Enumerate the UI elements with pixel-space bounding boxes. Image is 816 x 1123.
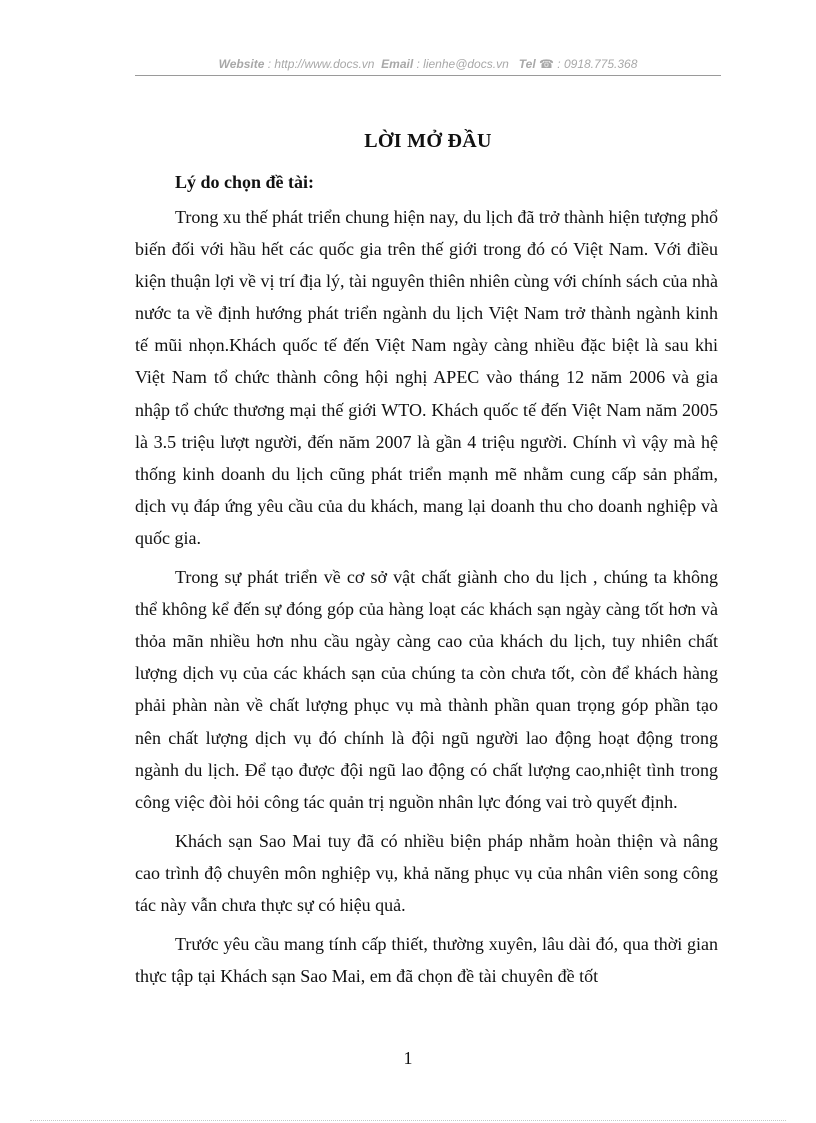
website-label: Website — [218, 57, 265, 71]
page-header: Website : http://www.docs.vn Email : lienhe@docs.vn Tel ☎ : 0918.775.368 — [218, 57, 638, 71]
page-bottom-divider — [30, 1120, 786, 1121]
document-title: LỜI MỞ ĐẦU — [364, 130, 492, 152]
website-url[interactable]: http://www.docs.vn — [274, 57, 375, 71]
paragraph: Trước yêu cầu mang tính cấp thiết, thường xuyên, lâu dài đó, qua thời gian thực tập tại Khách sạn Sao Mai, em đã chọn đề tài chuyên đề tốt — [135, 934, 718, 987]
paragraph: Trong xu thế phát triển chung hiện nay, du lịch đã trở thành hiện tượng phổ biến đối với hầu hết các quốc gia trên thế giới trong đó có Việt Nam. Với điều kiện thuận lợi về vị trí địa lý, tài nguyên thiên nhiên cùng với chính sách của nhà nước ta về định hướng phát triển ngành du lịch Việt Nam trở thành ngành kinh tế mũi nhọn.Khách quốc tế đến Việt Nam ngày càng nhiều đặc biệt là sau khi Việt Nam tổ chức thành công hội nghị APEC vào tháng 12 năm 2006 và gia nhập tổ chức thương mại thế giới WTO. Khách quốc tế đến Việt Nam năm 2005 là 3.5 triệu lượt người, đến năm 2007 là gần 4 triệu người. Chính vì vậy mà hệ thống kinh doanh du lịch cũng phát triển mạnh mẽ nhằm cung cấp sản phẩm, dịch vụ đáp ứng yêu cầu của du khách, mang lại doanh thu cho doanh nghiệp và quốc gia. — [135, 207, 718, 548]
paragraph: Trong sự phát triển về cơ sở vật chất giành cho du lịch , chúng ta không thể không kể đến sự đóng góp của hàng loạt các khách sạn ngày càng tốt hơn và thỏa mãn nhiều hơn nhu cầu ngày càng cao của khách du lịch, tuy nhiên chất lượng dịch vụ của các khách sạn của chúng ta còn chưa tốt, còn để khách hàng phải phàn nàn về chất lượng phục vụ mà thành phần quan trọng góp phần tạo nên chất lượng dịch vụ đó chính là đội ngũ người lao động hoạt động trong ngành du lịch. Để tạo được đội ngũ lao động có chất lượng cao,nhiệt tình trong công việc đòi hỏi công tác quản trị nguồn nhân lực đóng vai trò quyết định. — [135, 567, 718, 812]
email-label: Email — [381, 57, 414, 71]
header-divider — [135, 75, 721, 76]
body-text — [135, 201, 718, 999]
tel-label: Tel ☎ — [518, 57, 554, 71]
paragraph: Khách sạn Sao Mai tuy đã có nhiều biện pháp nhằm hoàn thiện và nâng cao trình độ chuyên môn nghiệp vụ, khả năng phục vụ của nhân viên song công tác này vẫn chưa thực sự có hiệu quả. — [135, 830, 718, 915]
email-address[interactable]: lienhe@docs.vn — [423, 57, 509, 71]
tel-number: 0918.775.368 — [563, 57, 638, 71]
section-subheading: Lý do chọn đề tài: — [175, 172, 315, 192]
page-number: 1 — [403, 1048, 413, 1068]
